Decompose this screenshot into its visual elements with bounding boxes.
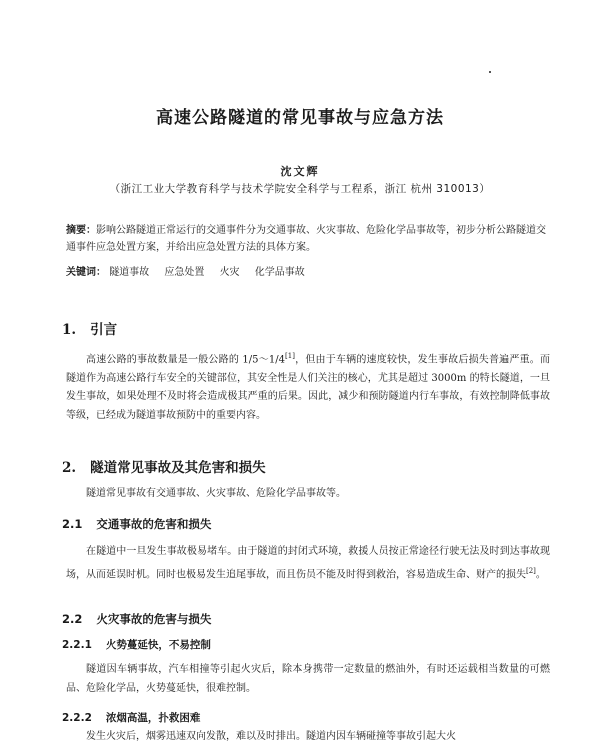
section-title: 火灾事故的危害与损失 [96,612,212,626]
author-affiliation: （浙江工业大学教育科学与技术学院安全科学与工程系，浙江 杭州 310013） [109,183,491,195]
citation-ref: [2] [526,566,536,575]
scan-speck [489,71,491,73]
keyword: 火灾 [219,267,240,278]
paragraph-text: 高速公路的事故数量是一般公路的 1/5～1/4 [86,354,286,366]
keyword: 应急处置 [164,267,205,278]
section-2-2-2-paragraph: 发生火灾后，烟雾迅速双向发散，难以及时排出。隧道内因车辆碰撞等事故引起大火 [86,731,456,742]
author-name: 沈文辉 [280,165,320,178]
section-number: 1. [62,322,77,338]
paragraph-text: ，但由于车辆的速度较快，发生事故后损失普遍严重。而隧道作为高速公路行车安全的关键部位，其安全性是人们关注的核心，尤其是超过 3000m 的特长隧道，一旦发生事故，如果处理不及时将会造成极其严重的后果。因此，减少和预防隧道内行车事故，有效控制降低事故等级，已经成为隧道事故预防中的重要内容。 [66,354,550,421]
paragraph-text: 。 [535,568,546,580]
abstract [66,222,550,256]
section-number: 2.2.1 [62,639,92,651]
section-title: 火势蔓延快，不易控制 [105,639,211,651]
section-2-2-1-paragraph: 隧道因车辆事故，汽车相撞等引起火灾后，除本身携带一定数量的燃油外，有时还运载相当数量的可燃品、危险化学品，火势蔓延快，很难控制。 [66,664,550,694]
section-1-heading [62,318,117,338]
section-title: 引言 [90,322,118,338]
keywords [66,263,550,278]
abstract-label: 摘要： [66,225,96,236]
section-title: 浓烟高温，扑救困难 [105,712,201,724]
section-2-1-paragraph [66,543,550,584]
section-title: 交通事故的危害和损失 [96,517,212,531]
section-1-paragraph [66,347,550,425]
section-2-2-2-heading [62,710,200,725]
paper-title: 高速公路隧道的常见事故与应急方法 [156,108,444,128]
paragraph-text: 在隧道中一旦发生事故极易堵车。由于隧道的封闭式环境，救援人员按正常途径行驶无法及时到达事故现场，从而延误时机。同时也极易发生追尾事故，而且伤员不能及时得到救治，容易造成生命、财产的损失 [66,546,550,580]
keywords-label: 关键词： [66,267,106,278]
keyword: 化学品事故 [254,267,305,278]
section-number: 2.1 [62,517,83,531]
keyword: 隧道事故 [109,267,150,278]
section-2-heading [62,456,266,476]
section-2-1-heading [62,516,211,532]
section-2-2-1-heading [62,637,211,652]
section-2-2-heading [62,611,211,627]
citation-ref: [1] [285,352,295,360]
section-2-intro: 隧道常见事故有交通事故、火灾事故、危险化学品事故等。 [86,488,346,499]
section-number: 2. [62,460,77,476]
section-number: 2.2.2 [62,712,92,724]
abstract-text: 影响公路隧道正常运行的交通事件分为交通事故、火灾事故、危险化学品事故等，初步分析公路隧道交通事件应急处置方案，并给出应急处置方法的具体方案。 [66,225,546,253]
section-title: 隧道常见事故及其危害和损失 [90,460,266,476]
section-number: 2.2 [62,612,83,626]
